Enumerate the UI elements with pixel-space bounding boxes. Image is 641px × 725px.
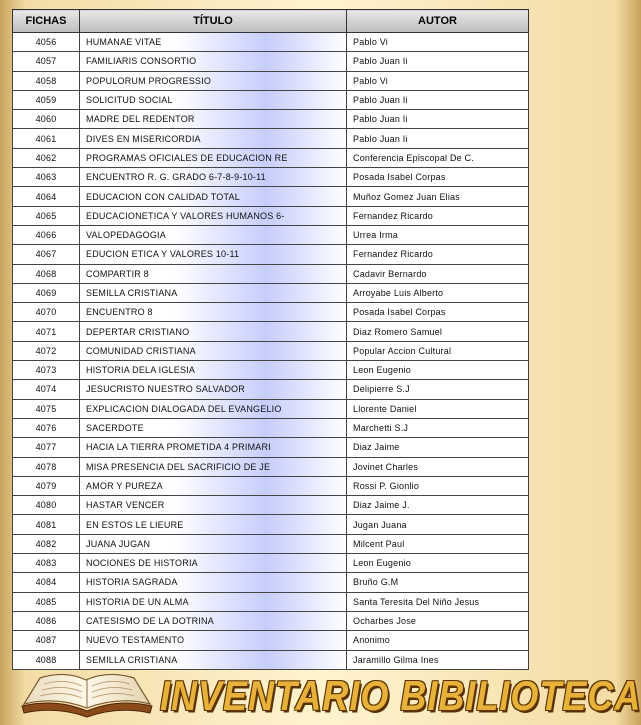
ficha-cell: 4081 — [13, 515, 80, 534]
table-row — [13, 71, 529, 90]
header-titulo: TÍTULO — [80, 10, 347, 33]
titulo-cell: VALOPEDAGOGIA — [80, 225, 347, 244]
titulo-cell: EXPLICACION DIALOGADA DEL EVANGELIO — [80, 399, 347, 418]
table-row — [13, 33, 529, 52]
table-row — [13, 264, 529, 283]
autor-cell: Rossi P. Gionlio — [347, 476, 529, 495]
table-row — [13, 206, 529, 225]
ficha-cell: 4060 — [13, 110, 80, 129]
table-row — [13, 361, 529, 380]
autor-cell: Pablo Juan Ii — [347, 90, 529, 109]
titulo-cell: JESUCRISTO NUESTRO SALVADOR — [80, 380, 347, 399]
table-row — [13, 418, 529, 437]
autor-cell: Jaramillo Gilma Ines — [347, 650, 529, 669]
table-row — [13, 187, 529, 206]
titulo-cell: MISA PRESENCIA DEL SACRIFICIO DE JE — [80, 457, 347, 476]
inventory-table-container — [12, 9, 528, 670]
titulo-cell: SEMILLA CRISTIANA — [80, 283, 347, 302]
ficha-cell: 4069 — [13, 283, 80, 302]
table-row — [13, 631, 529, 650]
ficha-cell: 4078 — [13, 457, 80, 476]
inventory-table — [12, 9, 529, 670]
table-row — [13, 283, 529, 302]
ficha-cell: 4080 — [13, 496, 80, 515]
titulo-cell: NUEVO TESTAMENTO — [80, 631, 347, 650]
table-row — [13, 148, 529, 167]
titulo-cell: ENCUENTRO 8 — [80, 303, 347, 322]
ficha-cell: 4059 — [13, 90, 80, 109]
autor-cell: Jugan Juana — [347, 515, 529, 534]
titulo-cell: SEMILLA CRISTIANA — [80, 650, 347, 669]
titulo-cell: SOLICITUD SOCIAL — [80, 90, 347, 109]
titulo-cell: NOCIONES DE HISTORIA — [80, 554, 347, 573]
autor-cell: Milcent Paul — [347, 534, 529, 553]
header-fichas: FICHAS — [13, 10, 80, 33]
table-row — [13, 554, 529, 573]
ficha-cell: 4057 — [13, 52, 80, 71]
autor-cell: Posada Isabel Corpas — [347, 303, 529, 322]
autor-cell: Popular Accion Cultural — [347, 341, 529, 360]
autor-cell: Pablo Juan Ii — [347, 110, 529, 129]
table-row — [13, 90, 529, 109]
ficha-cell: 4067 — [13, 245, 80, 264]
autor-cell: Anonimo — [347, 631, 529, 650]
titulo-cell: HISTORIA DELA IGLESIA — [80, 361, 347, 380]
table-row — [13, 380, 529, 399]
autor-cell: Delipierre S.J — [347, 380, 529, 399]
ficha-cell: 4075 — [13, 399, 80, 418]
titulo-cell: HISTORIA DE UN ALMA — [80, 592, 347, 611]
ficha-cell: 4061 — [13, 129, 80, 148]
titulo-cell: DEPERTAR CRISTIANO — [80, 322, 347, 341]
table-row — [13, 611, 529, 630]
table-body — [13, 33, 529, 670]
titulo-cell: AMOR Y PUREZA — [80, 476, 347, 495]
autor-cell: Arroyabe Luis Alberto — [347, 283, 529, 302]
ficha-cell: 4088 — [13, 650, 80, 669]
titulo-cell: EDUCION ETICA Y VALORES 10-11 — [80, 245, 347, 264]
ficha-cell: 4065 — [13, 206, 80, 225]
titulo-cell: JUANA JUGAN — [80, 534, 347, 553]
table-row — [13, 110, 529, 129]
autor-cell: Pablo Vi — [347, 71, 529, 90]
autor-cell: Marchetti S.J — [347, 418, 529, 437]
ficha-cell: 4073 — [13, 361, 80, 380]
table-row — [13, 515, 529, 534]
ficha-cell: 4058 — [13, 71, 80, 90]
autor-cell: Jovinet Charles — [347, 457, 529, 476]
autor-cell: Llorente Daniel — [347, 399, 529, 418]
autor-cell: Pablo Juan Ii — [347, 52, 529, 71]
table-row — [13, 476, 529, 495]
ficha-cell: 4070 — [13, 303, 80, 322]
table-row — [13, 573, 529, 592]
titulo-cell: DIVES EN MISERICORDIA — [80, 129, 347, 148]
table-row — [13, 399, 529, 418]
autor-cell: Diaz Jaime — [347, 438, 529, 457]
autor-cell: Leon Eugenio — [347, 554, 529, 573]
ficha-cell: 4074 — [13, 380, 80, 399]
inventory-banner-title: INVENTARIO BIBILIOTECA — [160, 672, 641, 720]
table-row — [13, 129, 529, 148]
table-row — [13, 457, 529, 476]
header-autor: AUTOR — [347, 10, 529, 33]
autor-cell: Diaz Romero Samuel — [347, 322, 529, 341]
table-row — [13, 341, 529, 360]
autor-cell: Ocharbes Jose — [347, 611, 529, 630]
ficha-cell: 4064 — [13, 187, 80, 206]
table-row — [13, 438, 529, 457]
ficha-cell: 4071 — [13, 322, 80, 341]
table-row — [13, 496, 529, 515]
autor-cell: Fernandez Ricardo — [347, 206, 529, 225]
autor-cell: Leon Eugenio — [347, 361, 529, 380]
autor-cell: Bruño G.M — [347, 573, 529, 592]
autor-cell: Posada Isabel Corpas — [347, 168, 529, 187]
autor-cell: Santa Teresita Del Niño Jesus — [347, 592, 529, 611]
autor-cell: Cadavir Bernardo — [347, 264, 529, 283]
ficha-cell: 4063 — [13, 168, 80, 187]
ficha-cell: 4056 — [13, 33, 80, 52]
titulo-cell: SACERDOTE — [80, 418, 347, 437]
table-row — [13, 534, 529, 553]
table-row — [13, 592, 529, 611]
ficha-cell: 4066 — [13, 225, 80, 244]
titulo-cell: COMUNIDAD CRISTIANA — [80, 341, 347, 360]
ficha-cell: 4086 — [13, 611, 80, 630]
titulo-cell: COMPARTIR 8 — [80, 264, 347, 283]
titulo-cell: PROGRAMAS OFICIALES DE EDUCACION RE — [80, 148, 347, 167]
autor-cell: Muñoz Gomez Juan Elias — [347, 187, 529, 206]
ficha-cell: 4087 — [13, 631, 80, 650]
ficha-cell: 4076 — [13, 418, 80, 437]
table-header-row — [13, 10, 529, 33]
table-row — [13, 168, 529, 187]
table-row — [13, 225, 529, 244]
titulo-cell: HISTORIA SAGRADA — [80, 573, 347, 592]
ficha-cell: 4077 — [13, 438, 80, 457]
ficha-cell: 4079 — [13, 476, 80, 495]
autor-cell: Urrea Irma — [347, 225, 529, 244]
titulo-cell: HUMANAE VITAE — [80, 33, 347, 52]
autor-cell: Conferencia Episcopal De C. — [347, 148, 529, 167]
titulo-cell: POPULORUM PROGRESSIO — [80, 71, 347, 90]
table-row — [13, 52, 529, 71]
titulo-cell: ENCUENTRO R. G. GRADO 6-7-8-9-10-11 — [80, 168, 347, 187]
autor-cell: Diaz Jaime J. — [347, 496, 529, 515]
table-row — [13, 322, 529, 341]
titulo-cell: HACIA LA TIERRA PROMETIDA 4 PRIMARI — [80, 438, 347, 457]
autor-cell: Pablo Vi — [347, 33, 529, 52]
table-row — [13, 245, 529, 264]
open-book-icon — [20, 664, 155, 718]
ficha-cell: 4062 — [13, 148, 80, 167]
ficha-cell: 4068 — [13, 264, 80, 283]
titulo-cell: EN ESTOS LE LIEURE — [80, 515, 347, 534]
titulo-cell: CATESISMO DE LA DOTRINA — [80, 611, 347, 630]
ficha-cell: 4085 — [13, 592, 80, 611]
ficha-cell: 4083 — [13, 554, 80, 573]
ficha-cell: 4082 — [13, 534, 80, 553]
ficha-cell: 4072 — [13, 341, 80, 360]
autor-cell: Pablo Juan Ii — [347, 129, 529, 148]
autor-cell: Fernandez Ricardo — [347, 245, 529, 264]
titulo-cell: EDUCACIONETICA Y VALORES HUMANOS 6- — [80, 206, 347, 225]
ficha-cell: 4084 — [13, 573, 80, 592]
titulo-cell: FAMILIARIS CONSORTIO — [80, 52, 347, 71]
titulo-cell: EDUCACION CON CALIDAD TOTAL — [80, 187, 347, 206]
table-row — [13, 303, 529, 322]
titulo-cell: HASTAR VENCER — [80, 496, 347, 515]
titulo-cell: MADRE DEL REDENTOR — [80, 110, 347, 129]
